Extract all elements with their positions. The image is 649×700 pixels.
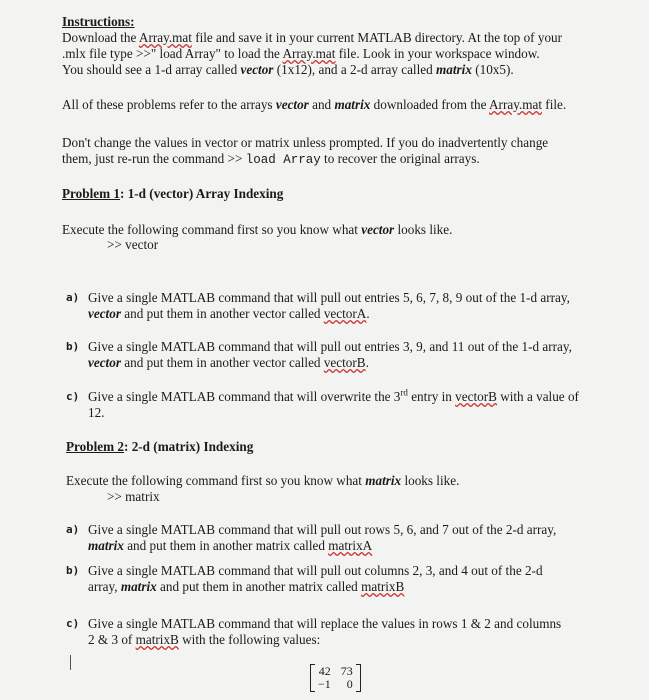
variable-matrix: matrix [334, 97, 371, 112]
item-text: 2 & 3 of [88, 632, 136, 647]
matrix-cells [315, 664, 356, 692]
matrix-cell: 0 [346, 677, 353, 691]
array-file-name: Array.mat [489, 97, 542, 112]
instructions-text: file. Look in your workspace window. [335, 46, 540, 61]
item-label: c) [66, 390, 80, 403]
variable-matrix: matrix [365, 473, 402, 488]
warning-note [62, 135, 613, 168]
instructions-text: Download the [62, 30, 139, 45]
item-text: Give a single MATLAB command that will pull out entries 5, 6, 7, 8, 9 out of the 1-d array, [88, 290, 570, 305]
item-text: 12. [88, 405, 105, 420]
problem2-item-c [66, 616, 609, 648]
matrix-right-bracket [356, 664, 361, 692]
item-text: and put them in another vector called [120, 355, 324, 370]
item-text: and put them in another matrix called [156, 579, 362, 594]
item-text: Give a single MATLAB command that will overwrite the 3 [88, 389, 401, 404]
vectorB-name: vectorB [323, 355, 366, 370]
instructions-text: (1x12), and a 2-d array called [273, 62, 437, 77]
array-file-name: Array.mat [282, 46, 336, 61]
warning-text: them, just re-run the command >> [62, 151, 246, 166]
matrix-cell: −1 [318, 677, 331, 691]
note-text: All of these problems refer to the arrays [62, 97, 276, 112]
matrixA-name: matrixA [328, 538, 373, 553]
item-text: array, [88, 579, 121, 594]
item-text: Give a single MATLAB command that will replace the values in rows 1 & 2 and columns [88, 616, 562, 631]
note-text: and [308, 97, 335, 112]
problem2-item-b [66, 563, 609, 595]
ordinal-suffix: rd [400, 387, 408, 398]
problem2-intro [66, 473, 613, 489]
item-label: b) [66, 564, 80, 577]
variable-matrix: matrix [88, 538, 124, 553]
note-text: downloaded from the [370, 97, 490, 112]
item-text: . [366, 306, 370, 321]
problem1-intro [62, 222, 613, 238]
instructions-block [62, 14, 613, 78]
matrixB-name: matrixB [361, 579, 405, 594]
problem1-item-b [66, 339, 609, 371]
warning-text: to recover the original arrays. [320, 151, 480, 166]
intro-text: Execute the following command first so you know what [62, 222, 362, 237]
item-text: and put them in another matrix called [123, 538, 329, 553]
instructions-text: .mlx file type >>" load Array" to load the [62, 46, 283, 61]
item-text: and put them in another vector called [120, 306, 324, 321]
vectorB-name: vectorB [455, 389, 497, 404]
item-text: Give a single MATLAB command that will pull out entries 3, 9, and 11 out of the 1-d array, [88, 339, 572, 354]
instructions-heading: Instructions: [62, 14, 135, 29]
vectorA-name: vectorA [323, 306, 367, 321]
replacement-matrix [310, 664, 361, 692]
variable-vector: vector [240, 62, 274, 77]
note-text: file. [542, 97, 567, 112]
intro-text: looks like. [401, 473, 460, 488]
instructions-text: (10x5). [471, 62, 514, 77]
intro-text: Execute the following command first so you know what [66, 473, 366, 488]
item-text: Give a single MATLAB command that will pull out rows 5, 6, and 7 out of the 2-d array, [88, 522, 557, 537]
array-file-name: Array.mat [138, 30, 192, 45]
warning-text: Don't change the values in vector or matrix unless prompted. If you do inadvertently change [62, 135, 549, 150]
problem2-item-a [66, 522, 609, 554]
text-cursor [70, 655, 71, 670]
variable-vector: vector [88, 355, 121, 370]
instructions-text: You should see a 1-d array called [62, 62, 241, 77]
arrays-note [62, 97, 613, 113]
problem1-title: : 1-d (vector) Array Indexing [120, 186, 284, 201]
problem1-item-c [66, 389, 609, 421]
problem2-title: : 2-d (matrix) Indexing [124, 439, 254, 454]
item-label: a) [66, 291, 80, 304]
item-text: with the following values: [178, 632, 321, 647]
problem1-label: Problem 1 [62, 186, 120, 201]
matrixB-name: matrixB [135, 632, 179, 647]
item-text: Give a single MATLAB command that will pull out columns 2, 3, and 4 out of the 2-d [88, 563, 543, 578]
matrix-cell: 42 [318, 664, 331, 678]
matrix-command: >> matrix [107, 489, 160, 504]
problem2-label: Problem 2 [66, 439, 124, 454]
item-text: entry in [407, 389, 456, 404]
matrix-cell: 73 [340, 664, 353, 678]
problem1-heading [62, 186, 613, 202]
item-text: with a value of [496, 389, 579, 404]
instructions-text: file and save it in your current MATLAB directory. At the top of your [191, 30, 563, 45]
problem1-item-a [66, 290, 609, 322]
variable-matrix: matrix [436, 62, 472, 77]
item-label: b) [66, 340, 80, 353]
item-label: a) [66, 523, 80, 536]
vector-command: >> vector [107, 237, 159, 252]
problem2-heading [66, 439, 613, 455]
intro-text: looks like. [394, 222, 453, 237]
variable-vector: vector [275, 97, 309, 112]
item-text: . [365, 355, 369, 370]
load-command: load Array [245, 153, 321, 167]
item-label: c) [66, 617, 80, 630]
variable-vector: vector [361, 222, 395, 237]
variable-matrix: matrix [120, 579, 157, 594]
variable-vector: vector [88, 306, 121, 321]
